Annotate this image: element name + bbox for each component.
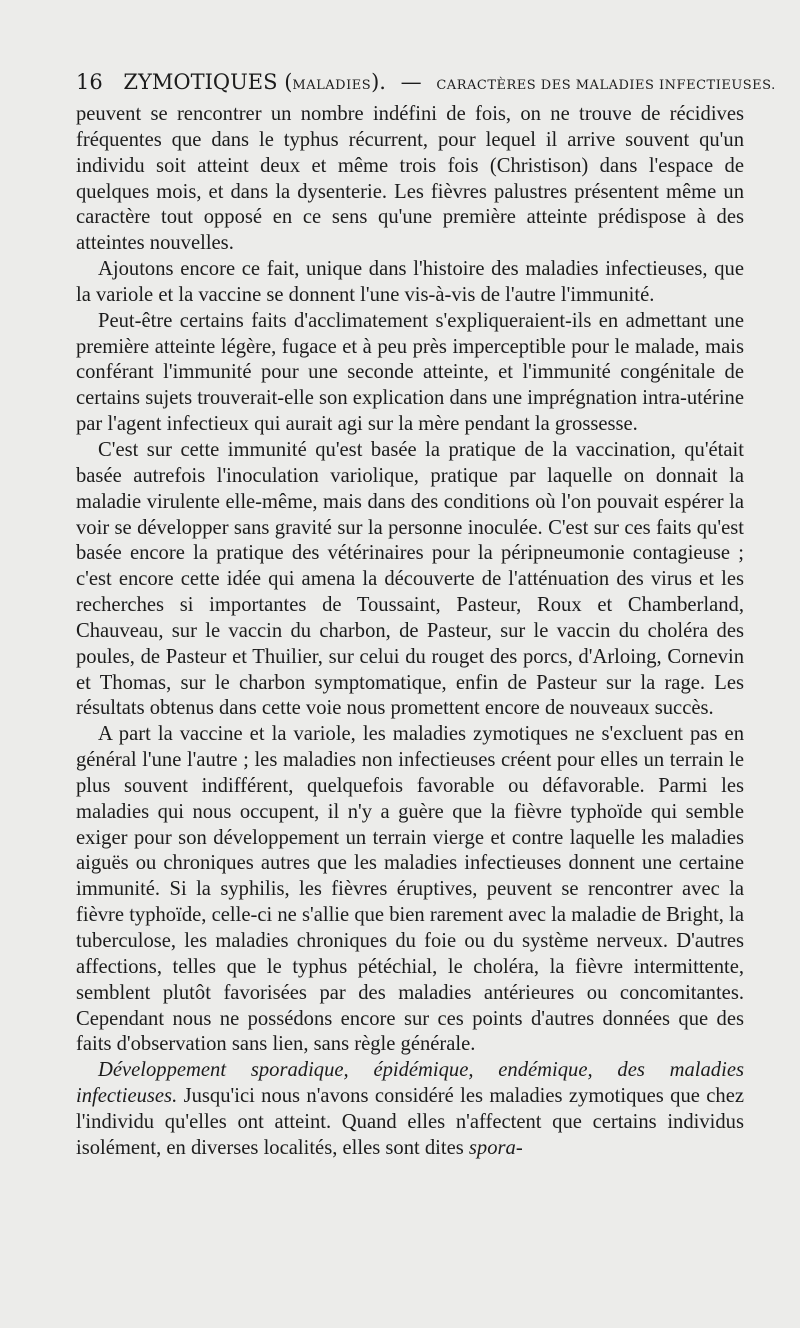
header-paren-open: ( [284, 70, 293, 94]
paragraph-1: peuvent se rencontrer un nombre indéfini de fois, on ne trouve de récidives fréquentes que dans le typhus récurrent, pour lequel il arrive souvent qu'un individu soit atteint deux et même trois fois (Christison) dans l'espace de quelques mois, et dans la dysenterie. Les fièvres palustres présentent même un caractère tout opposé en ce sens qu'une première atteinte prédispose à des atteintes nouvelles. [76, 103, 744, 255]
running-title: CARACTÈRES DES MALADIES INFECTIEUSES. [436, 78, 776, 93]
header-dash: — [400, 70, 422, 94]
paragraph-6-italic-tail: spora- [468, 1136, 523, 1159]
paragraph-6 [76, 1058, 744, 1161]
header-subtitle: MALADIES [292, 78, 372, 93]
page-body [76, 102, 744, 1162]
running-header [76, 70, 776, 94]
paragraph-2: Ajoutons encore ce fait, unique dans l'histoire des maladies infectieuses, que la variole et la vaccine se donnent l'une vis-à-vis de l'autre l'immunité. [76, 258, 744, 306]
paragraph-6-text: Jusqu'ici nous n'avons considéré les maladies zymotiques que chez l'individu qu'elles ont atteint. Quand elles n'affectent que certains individus isolément, en diverses localités, elles sont dites [76, 1085, 744, 1159]
section-heading-italic: Développement sporadique, épidémique, endémique, des maladies infectieuses. [76, 1059, 744, 1108]
paragraph-4: C'est sur cette immunité qu'est basée la pratique de la vaccination, qu'était basée autrefois l'inoculation variolique, pratique par laquelle on donnait la maladie virulente elle-même, mais dans des conditions où l'on pouvait espérer la voir se développer sans gravité sur la personne inoculée. C'est sur ces faits qu'est basée encore la pratique des vétérinaires pour la péripneumonie contagieuse ; c'est encore cette idée qui amena la découverte de l'atténuation des virus et les recherches si importantes de Toussaint, Pasteur, Roux et Chamberland, Chauveau, sur le vaccin du charbon, de Pasteur, sur le vaccin du choléra des poules, de Pasteur et Thuilier, sur celui du rouget des porcs, d'Arloing, Cornevin et Thomas, sur le charbon symptomatique, enfin de Pasteur sur la rage. Les résultats obtenus dans cette voie nous promettent encore de nouveaux succès. [76, 438, 744, 720]
paragraph-5: A part la vaccine et la variole, les maladies zymotiques ne s'excluent pas en général l'une l'autre ; les maladies non infectieuses créent pour elles un terrain le plus souvent indifférent, quelquefois favorable ou défavorable. Parmi les maladies qui nous occupent, il n'y a guère que la fièvre typhoïde qui semble exiger pour son développement un terrain vierge et contre laquelle les maladies aiguës ou chroniques autres que les maladies infectieuses donnent une certaine immunité. Si la syphilis, les fièvres éruptives, peuvent se rencontrer avec la fièvre typhoïde, celle-ci ne s'allie que bien rarement avec la maladie de Bright, la tuberculose, les maladies chroniques du foie ou du système nerveux. D'autres affections, telles que le typhus pétéchial, le choléra, la fièvre intermittente, semblent plutôt favorisées par des maladies antérieures ou concomitantes. Cependant nous ne possédons encore sur ces points d'autres données que des faits d'observation sans lien, sans règle générale. [76, 723, 744, 1056]
page-number: 16 [76, 70, 103, 94]
header-title: ZYMOTIQUES [123, 70, 278, 94]
paragraph-3: Peut-être certains faits d'acclimatement s'expliqueraient-ils en admettant une première atteinte légère, fugace et à peu près imperceptible pour le malade, mais conférant l'immunité pour une seconde atteinte, et l'immunité congénitale de certains sujets trouverait-elle son explication dans une imprégnation intra-utérine par l'agent infectieux qui aurait agi sur la mère pendant la grossesse. [76, 309, 744, 436]
header-paren-close: ). [371, 70, 386, 94]
